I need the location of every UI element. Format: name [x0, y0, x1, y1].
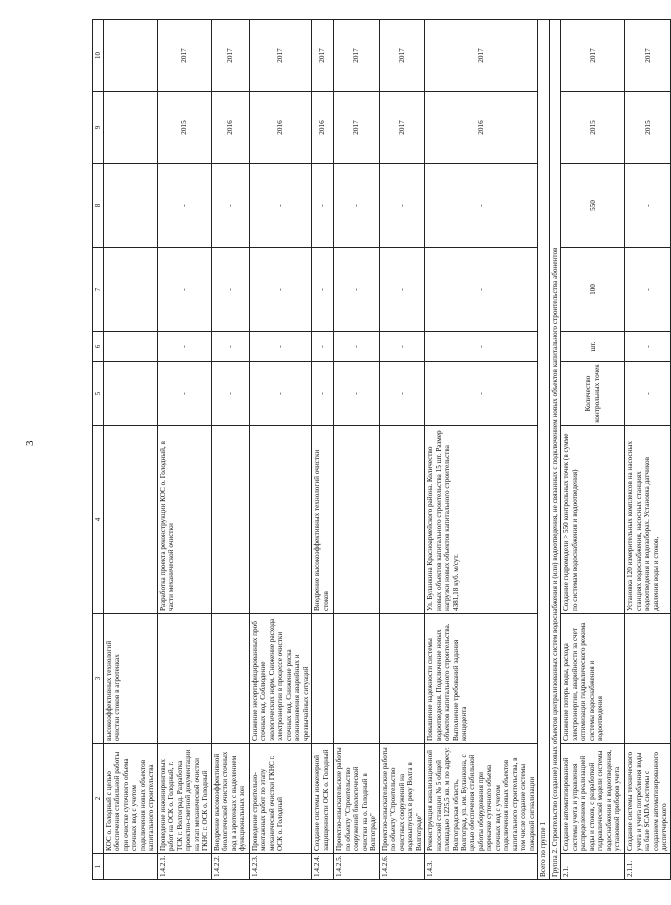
measure-goal: Повышение надежности системы водоотведения. Подключение новых объектов капитального строительства. Выполнение требований задания концедента — [425, 614, 538, 744]
year-end — [104, 20, 158, 92]
unit: - — [334, 332, 379, 362]
measure-result — [104, 426, 158, 614]
base-value: - — [312, 248, 334, 332]
group-title: Группа 2. Строительство (создание) новых объектов централизованных систем водоснабжения и (или) водоотведения, не связанных с подключением новых объектов капитального строительства абонентов — [549, 20, 560, 880]
unit: - — [249, 332, 311, 362]
table-row — [249, 20, 311, 880]
table-row — [625, 20, 671, 880]
year-start — [104, 92, 158, 164]
unit — [104, 332, 158, 362]
base-value: - — [211, 248, 249, 332]
target-value: - — [312, 164, 334, 248]
year-end: 2017 — [312, 20, 334, 92]
measure-goal — [157, 614, 211, 744]
measure-result — [211, 426, 249, 614]
header-cell: 8 — [93, 164, 104, 248]
year-start: 2016 — [312, 92, 334, 164]
target-value: - — [157, 164, 211, 248]
measure-goal — [211, 614, 249, 744]
measure-name: Проведение инжиниринговых работ на ОСК о. Голодный, г. ТСК г. Волгоград. Разработка проектно-сметной документации на этап механической очистки ГКНС г. ОСК о. Голодный — [157, 744, 211, 854]
base-value: - — [334, 248, 379, 332]
row-number: 2.1.1. — [625, 854, 671, 880]
indicator: - — [157, 362, 211, 426]
table-row — [561, 20, 625, 880]
measure-goal: Снижение несертифицированных проб сточных вод. Соблюдение экологических норм. Снижение расхода электроэнергии в процессе очистки сточных вод. Снижение риска возникновения аварийных и чрезвычайных ситуаций — [249, 614, 311, 744]
base-value: - — [379, 248, 424, 332]
row-number: 1.4.2.6. — [379, 854, 424, 880]
unit: - — [625, 332, 671, 362]
group-total-label: Всего по группе 1 — [538, 20, 549, 880]
header-cell: 2 — [93, 744, 104, 854]
row-number: 1.4.2.4. — [312, 854, 334, 880]
header-cell: 1 — [93, 854, 104, 880]
measure-goal — [312, 614, 334, 744]
base-value: - — [157, 248, 211, 332]
indicator: - — [625, 362, 671, 426]
base-value: - — [249, 248, 311, 332]
year-end: 2017 — [561, 20, 625, 92]
measure-result: Установка 120 измерительных комплексов на насосных станциях водоснабжения, насосных станциях водоотведения и водозаборах. Установка датчиков давления воды и стоков, — [625, 426, 671, 614]
table-row — [211, 20, 249, 880]
header-cell: 10 — [93, 20, 104, 92]
unit: шт. — [561, 332, 625, 362]
indicator: - — [211, 362, 249, 426]
table-row — [425, 20, 538, 880]
measure-result — [379, 426, 424, 614]
base-value: - — [425, 248, 538, 332]
measure-goal: Снижение потерь воды, расхода электроэнергии, аварийности за счет оптимизации гидравлического режима системы водоснабжения и водоотведения — [561, 614, 625, 744]
header-cell: 5 — [93, 362, 104, 426]
measure-name: КОС о. Голодный с целью обеспечения стабильной работы при очистке суточного объема сточных вод с учетом подключения новых объектов капитального строительства — [104, 744, 158, 854]
unit: - — [157, 332, 211, 362]
column-number-row — [93, 20, 104, 880]
page-number: 3 — [24, 440, 36, 446]
table-row — [312, 20, 334, 880]
measure-name: Проведение строительно-монтажных работ по этапу механической очистки ГКНС г. ОСК о. Голодный — [249, 744, 311, 854]
measure-name: Проектно-изыскательские работы по объекту "Строительство сооружений биологической очистки на о. Голодный в Волгограде" — [334, 744, 379, 854]
year-end: 2017 — [379, 20, 424, 92]
year-end: 2017 — [425, 20, 538, 92]
row-number: 2.1. — [561, 854, 625, 880]
year-start: 2016 — [425, 92, 538, 164]
indicator: - — [334, 362, 379, 426]
measure-goal: высокоэффективных технологий очистки стоков в агротенках — [104, 614, 158, 744]
measure-name: Реконструкция канализационной насосной станции № 5 общей площадью 1225,5 кв. м по адресу: Волгоградская область, Волгоград, ул. им. Буланкина, с целью обеспечения стабильной работы оборудования при перекачке суточного объема сточных вод с учетом подключения новых объектов капитального строительства, в том числе создание системы пожарной сигнализации — [425, 744, 538, 854]
year-start: 2015 — [561, 92, 625, 164]
target-value: 550 — [561, 164, 625, 248]
table-row — [104, 20, 158, 880]
unit: - — [425, 332, 538, 362]
group-header-row — [549, 20, 560, 880]
table-row — [379, 20, 424, 880]
header-cell: 3 — [93, 614, 104, 744]
group-total-row — [538, 20, 549, 880]
target-value — [104, 164, 158, 248]
indicator: - — [379, 362, 424, 426]
measure-result: Внедрение высокоэффективных технологий очистки стоков — [312, 426, 334, 614]
year-end: 2017 — [334, 20, 379, 92]
year-end: 2017 — [211, 20, 249, 92]
measure-name: Внедрение высокоэффективной биологической очистки сточных вод в аэротенках с выделением функциональных зон — [211, 744, 249, 854]
row-number: 1.4.2.3. — [249, 854, 311, 880]
header-cell: 9 — [93, 92, 104, 164]
measure-result: Разработка проекта реконструкции КОС о. Голодный, в части механической очистки — [157, 426, 211, 614]
year-start: 2015 — [157, 92, 211, 164]
base-value — [104, 248, 158, 332]
target-value: - — [379, 164, 424, 248]
measure-goal — [625, 614, 671, 744]
target-value: - — [625, 164, 671, 248]
indicator: Количество контрольных точек — [561, 362, 625, 426]
measure-name: Проектно-изыскательские работы по объекту "Строительство очистных сооружений на водовыпусках в реку Волга в Волгограде" — [379, 744, 424, 854]
target-value: - — [249, 164, 311, 248]
document-table-sheet — [92, 20, 669, 880]
measure-name: Создание системы инженерной защищенности ОСК о. Голодный — [312, 744, 334, 854]
measure-result — [334, 426, 379, 614]
indicator: - — [249, 362, 311, 426]
row-number: 1.4.2.1. — [157, 854, 211, 880]
target-value: - — [211, 164, 249, 248]
year-start: 2015 — [625, 92, 671, 164]
year-end: 2017 — [157, 20, 211, 92]
indicator — [104, 362, 158, 426]
row-number: 1.4.2.2. — [211, 854, 249, 880]
measure-goal — [379, 614, 424, 744]
header-cell: 4 — [93, 426, 104, 614]
base-value: 100 — [561, 248, 625, 332]
unit: - — [379, 332, 424, 362]
measure-result: Ул. Буланкина Красноармейского района. Количество новых объектов капитального строительства 15 шт. Размер нагрузки новых объектов капитального строительства 4381,18 куб. м/сут. — [425, 426, 538, 614]
target-value: - — [334, 164, 379, 248]
unit: - — [312, 332, 334, 362]
indicator: - — [425, 362, 538, 426]
row-number: 1.4.3. — [425, 854, 538, 880]
year-end: 2017 — [249, 20, 311, 92]
row-number: 1.4.2.5. — [334, 854, 379, 880]
table-row — [157, 20, 211, 880]
measure-result: Создание гидромодели > 550 контрольных точек (в сумме по системам водоснабжения и водоотведения) — [561, 426, 625, 614]
measures-table — [92, 19, 671, 880]
year-start: 2017 — [334, 92, 379, 164]
measure-name: Создание автоматизированной системы учета и управления распределением и реализацией воды и стоков, с разработкой гидравлической модели системы водоснабжения и водоотведения, установкой приборов учета — [561, 744, 625, 854]
year-end: 2017 — [625, 20, 671, 92]
year-start: 2016 — [211, 92, 249, 164]
header-cell: 6 — [93, 332, 104, 362]
target-value: - — [425, 164, 538, 248]
year-start: 2016 — [249, 92, 311, 164]
table-row — [334, 20, 379, 880]
measure-result — [249, 426, 311, 614]
measure-name: Создание системы технического учета и учета потребления воды на базе SCADA системы с созданием автоматизированного диспетчерского — [625, 744, 671, 854]
indicator: - — [312, 362, 334, 426]
measure-goal — [334, 614, 379, 744]
header-cell: 7 — [93, 248, 104, 332]
year-start: 2017 — [379, 92, 424, 164]
unit: - — [211, 332, 249, 362]
base-value: - — [625, 248, 671, 332]
row-number — [104, 854, 158, 880]
